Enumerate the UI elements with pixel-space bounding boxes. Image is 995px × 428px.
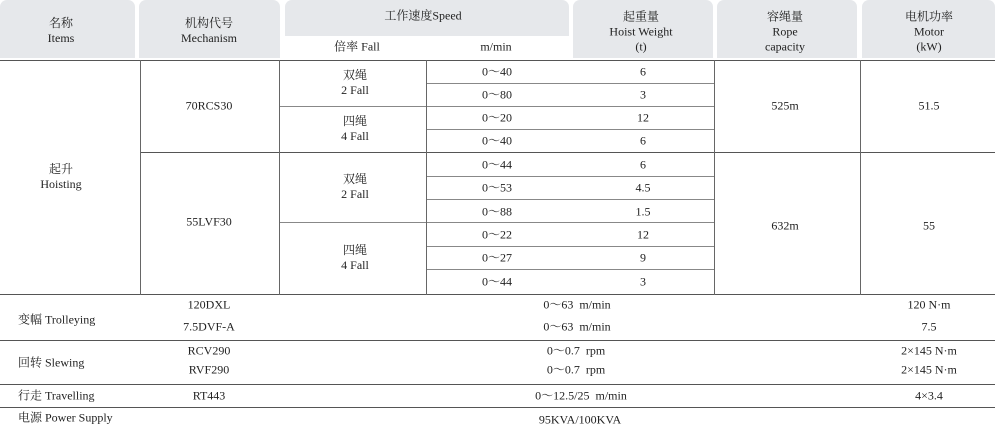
rule	[140, 152, 995, 153]
weight-cell: 9	[640, 250, 646, 265]
speed-cell: 0～88	[481, 204, 513, 219]
motor-cell: 7.5	[921, 319, 937, 334]
speed-cell: 0～12.5/25 m/min	[535, 388, 627, 403]
fall-label: 四绳 4 Fall	[341, 243, 369, 272]
rule	[426, 246, 714, 247]
rule	[426, 129, 714, 130]
rope-cell: 632m	[771, 218, 799, 233]
mechanism-70rcs30: 70RCS30	[185, 98, 233, 113]
mechanism-55lvf30: 55LVF30	[186, 214, 232, 229]
speed-cell: 0～53	[481, 180, 513, 195]
rule	[426, 176, 714, 177]
weight-cell: 1.5	[635, 204, 651, 219]
speed-cell: 0～44	[481, 157, 513, 172]
header-rope: 容绳量 Rope capacity	[765, 9, 805, 54]
weight-cell: 12	[637, 110, 649, 125]
speed-cell: 0～40	[481, 64, 513, 79]
speed-cell: 0～0.7 rpm	[546, 362, 606, 377]
mechanism-cell: 120DXL	[187, 297, 231, 312]
motor-cell: 51.5	[918, 98, 940, 113]
speed-cell: 0～40	[481, 133, 513, 148]
header-items: 名称 Items	[47, 16, 75, 45]
motor-cell: 55	[923, 218, 935, 233]
speed-cell: 0～44	[481, 274, 513, 289]
power-value: 95KVA/100KVA	[538, 412, 622, 427]
motor-cell: 120 N·m	[907, 297, 951, 312]
speed-cell: 0～27	[481, 250, 513, 265]
header-unit: m/min	[480, 39, 512, 54]
fall-label: 双绳 2 Fall	[341, 172, 369, 201]
fall-label: 双绳 2 Fall	[341, 68, 369, 97]
weight-cell: 6	[640, 64, 646, 79]
mechanism-cell: 7.5DVF-A	[183, 319, 235, 334]
fall-label: 四绳 4 Fall	[341, 114, 369, 143]
rule-header-bottom	[0, 60, 995, 61]
mechanism-cell: RVF290	[188, 362, 230, 377]
speed-cell: 0～63 m/min	[543, 319, 611, 334]
vrule	[860, 60, 861, 295]
rule	[426, 199, 714, 200]
travelling-label: 行走 Travelling	[18, 388, 95, 403]
speed-cell: 0～0.7 rpm	[546, 343, 606, 358]
rule-section	[0, 294, 995, 295]
vrule	[426, 60, 427, 295]
speed-cell: 0～80	[481, 87, 513, 102]
trolleying-label: 变幅 Trolleying	[18, 312, 96, 327]
rope-cell: 525m	[771, 98, 799, 113]
header-hoist-weight: 起重量 Hoist Weight (t)	[609, 9, 673, 54]
header-mechanism: 机构代号 Mechanism	[181, 16, 237, 45]
rule	[426, 269, 714, 270]
vrule	[279, 60, 280, 295]
slewing-label: 回转 Slewing	[18, 355, 85, 370]
power-label: 电源 Power Supply	[18, 410, 113, 425]
weight-cell: 6	[640, 133, 646, 148]
speed-cell: 0～20	[481, 110, 513, 125]
speed-cell: 0～22	[481, 227, 513, 242]
weight-cell: 12	[637, 227, 649, 242]
vrule	[140, 60, 141, 295]
mechanism-cell: RT443	[192, 388, 226, 403]
header-fall: 倍率 Fall	[334, 39, 380, 54]
rule-section	[0, 384, 995, 385]
header-subrow	[285, 36, 569, 58]
motor-cell: 4×3.4	[915, 388, 943, 403]
header-speed: 工作速度Speed	[384, 8, 462, 23]
rule	[279, 222, 714, 223]
header-motor: 电机功率 Motor (kW)	[904, 9, 954, 54]
vrule	[714, 60, 715, 295]
weight-cell: 3	[640, 87, 646, 102]
weight-cell: 6	[640, 157, 646, 172]
rule-section	[0, 340, 995, 341]
hoisting-label: 起升 Hoisting	[40, 162, 82, 191]
rule	[279, 106, 714, 107]
motor-cell: 2×145 N·m	[901, 343, 957, 358]
rule	[426, 83, 714, 84]
motor-cell: 2×145 N·m	[901, 362, 957, 377]
mechanism-cell: RCV290	[187, 343, 231, 358]
speed-cell: 0～63 m/min	[543, 297, 611, 312]
weight-cell: 4.5	[635, 180, 651, 195]
weight-cell: 3	[640, 274, 646, 289]
rule-section	[0, 407, 995, 408]
